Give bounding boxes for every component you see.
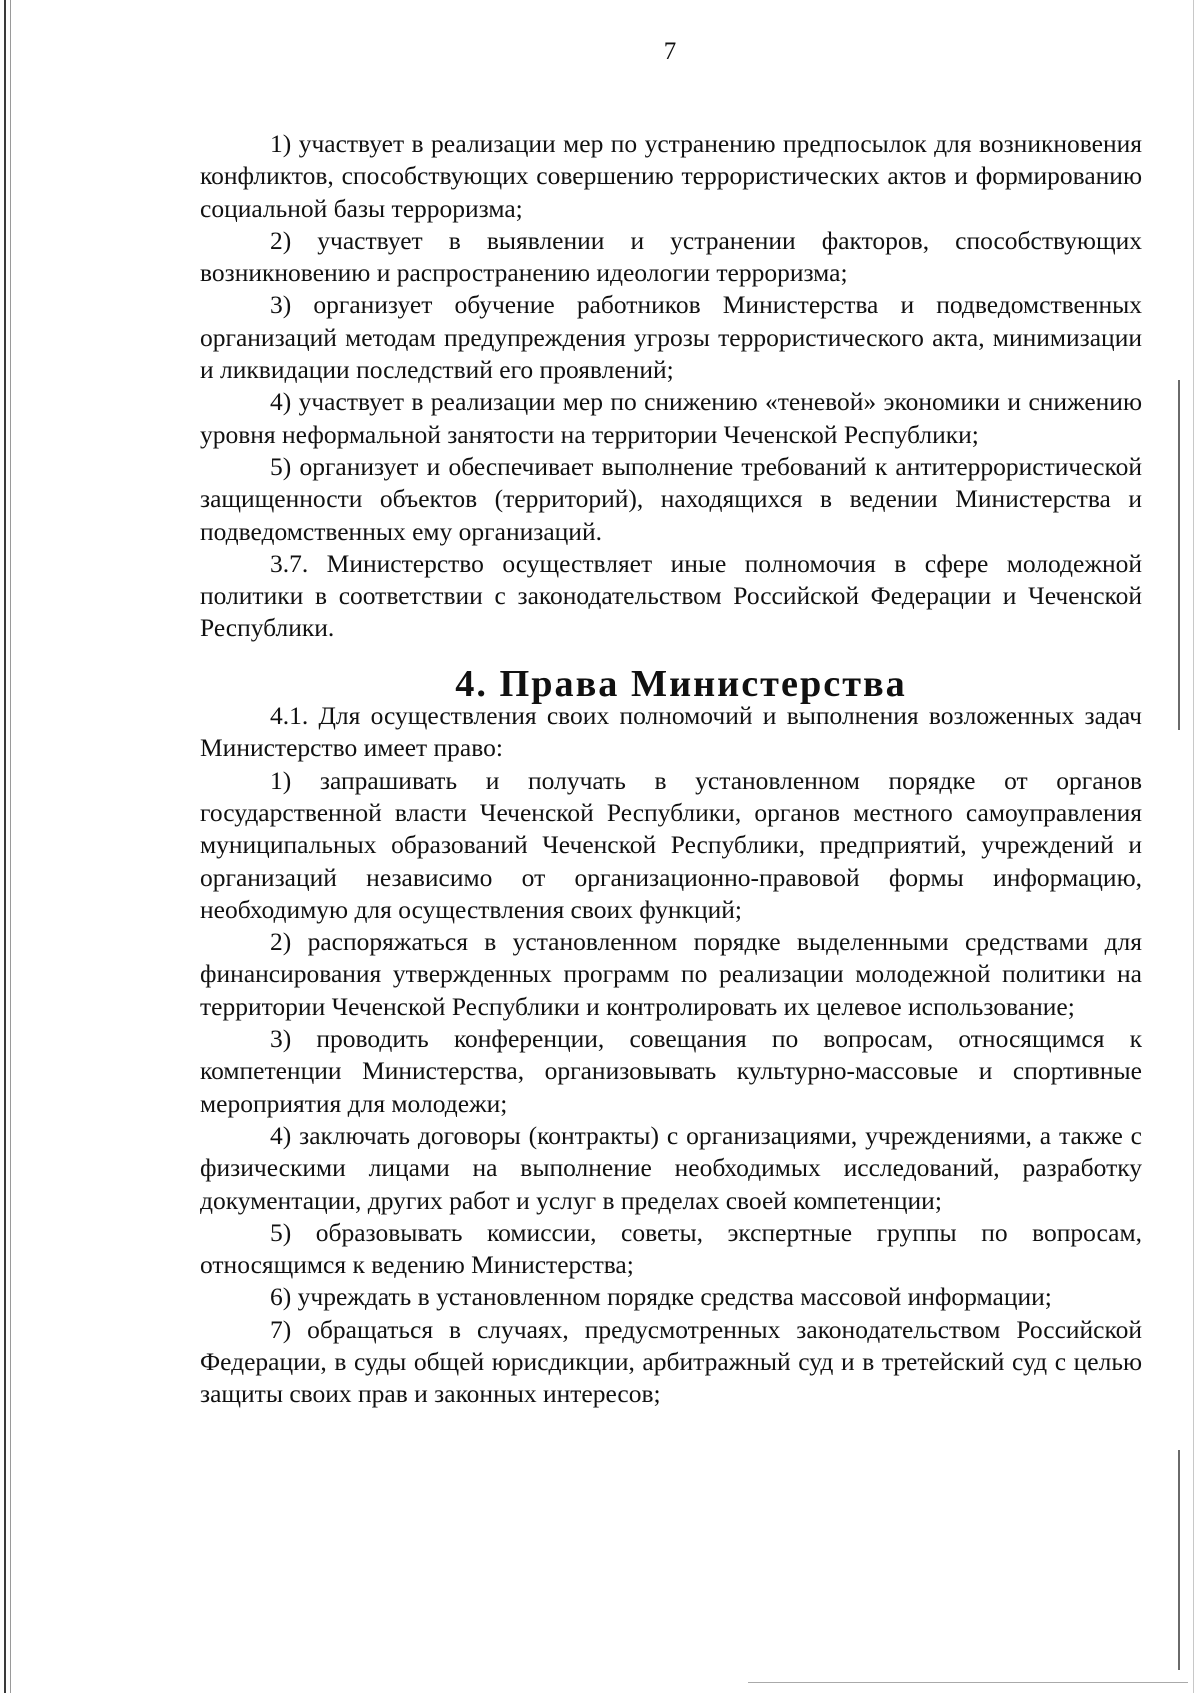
- scan-edge-left: [4, 0, 6, 1693]
- right-item-1: 1) запрашивать и получать в установленном порядке от органов государственной власти Чеченской Республики, органов местного самоуправления муниципальных образований Чеченской Республики, предприятий, учреждений и организаций независимо от организационно-правовой формы информацию, необходимую для осуществления своих функций;: [200, 765, 1142, 924]
- paragraph-item-3: 3) организует обучение работников Министерства и подведомственных организаций методам предупреждения угрозы террористического акта, минимизации и ликвидации последствий его проявлений;: [200, 290, 1142, 385]
- paragraph-4-1: 4.1. Для осуществления своих полномочий и выполнения возложенных задач Министерство имеет право:: [200, 701, 1142, 763]
- right-item-5: 5) образовывать комиссии, советы, экспертные группы по вопросам, относящимся к ведению Министерства;: [200, 1217, 1142, 1280]
- right-item-7: 7) обращаться в случаях, предусмотренных законодательством Российской Федерации, в суды общей юрисдикции, арбитражный суд и в третейский суд с целью защиты своих прав и законных интересов;: [200, 1314, 1142, 1409]
- scan-mark-right-upper: [1178, 380, 1180, 730]
- paragraph-item-1: 1) участвует в реализации мер по устранению предпосылок для возникновения конфликтов, способствующих совершению террористических актов и формированию социальной базы терроризма;: [200, 129, 1142, 223]
- right-item-2: 2) распоряжаться в установленном порядке выделенными средствами для финансирования утвержденных программ по реализации молодежной политики на территории Чеченской Республики и контролировать их целевое использование;: [200, 927, 1142, 1021]
- document-body: [200, 128, 1142, 1411]
- paragraph-item-4: 4) участвует в реализации мер по снижению «теневой» экономики и снижению уровня неформальной занятости на территории Чеченской Республики;: [200, 387, 1142, 449]
- scan-edge-left-inner: [10, 0, 11, 1693]
- paragraph-3-7: 3.7. Министерство осуществляет иные полномочия в сфере молодежной политики в соответствии с законодательством Российской Федерации и Чеченской Республики.: [200, 548, 1142, 643]
- scan-edge-bottom: [748, 1682, 1188, 1683]
- scan-mark-right-lower: [1178, 1450, 1180, 1670]
- right-item-4: 4) заключать договоры (контракты) с организациями, учреждениями, а также с физическими лицами на выполнение необходимых исследований, разработку документации, других работ и услуг в пределах своей компетенции;: [200, 1120, 1142, 1215]
- right-item-3: 3) проводить конференции, совещания по вопросам, относящимся к компетенции Министерства, организовывать культурно-массовые и спортивные мероприятия для молодежи;: [200, 1024, 1142, 1118]
- paragraph-item-5: 5) организует и обеспечивает выполнение требований к антитеррористической защищенности объектов (территорий), находящихся в ведении Министерства и подведомственных ему организаций.: [200, 451, 1142, 546]
- right-item-6: 6) учреждать в установленном порядке средства массовой информации;: [270, 1282, 1052, 1312]
- section-heading: 4. Права Министерства: [455, 662, 907, 705]
- scan-edge-right: [1193, 0, 1194, 1693]
- paragraph-item-2: 2) участвует в выявлении и устранении факторов, способствующих возникновению и распространению идеологии терроризма;: [200, 225, 1142, 288]
- page-number: 7: [663, 38, 677, 65]
